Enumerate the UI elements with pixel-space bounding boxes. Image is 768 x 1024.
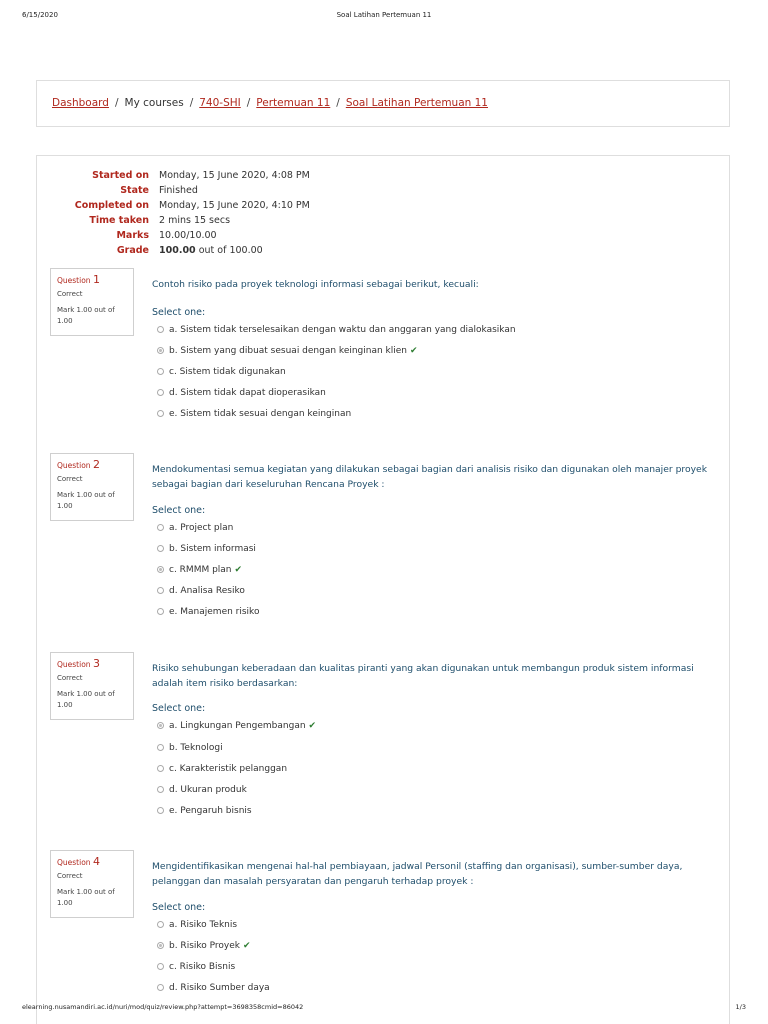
question-number: Question 1	[57, 273, 100, 286]
radio-icon[interactable]	[157, 524, 164, 531]
completed-on-value: Monday, 15 June 2020, 4:10 PM	[159, 200, 310, 211]
correct-check-icon: ✔	[308, 721, 317, 731]
answer-option[interactable]: d. Ukuran produk	[157, 785, 247, 795]
select-one-label: Select one:	[152, 902, 206, 913]
correct-check-icon: ✔	[234, 565, 243, 575]
answer-option[interactable]: d. Sistem tidak dapat dioperasikan	[157, 388, 326, 398]
radio-icon[interactable]	[157, 326, 164, 333]
question-status: Correct	[57, 475, 83, 483]
completed-on-label: Completed on	[74, 200, 149, 211]
answer-option[interactable]: d. Risiko Sumber daya	[157, 983, 270, 993]
question-number: Question 3	[57, 657, 100, 670]
answer-option[interactable]: a. Sistem tidak terselesaikan dengan waktu dan anggaran yang dialokasikan	[157, 325, 516, 335]
answer-option[interactable]: b. Teknologi	[157, 743, 223, 753]
grade-suffix: out of 100.00	[198, 245, 263, 256]
radio-icon[interactable]	[157, 963, 164, 970]
breadcrumb-dashboard[interactable]: Dashboard	[52, 97, 109, 109]
answer-option[interactable]: e. Sistem tidak sesuai dengan keinginan	[157, 409, 351, 419]
breadcrumb-separator: /	[189, 97, 194, 109]
radio-icon[interactable]	[157, 410, 164, 417]
breadcrumb	[52, 97, 488, 109]
time-taken-label: Time taken	[89, 215, 149, 226]
print-title: Soal Latihan Pertemuan 11	[336, 11, 432, 19]
radio-icon[interactable]	[157, 807, 164, 814]
print-header	[0, 11, 768, 23]
radio-icon[interactable]	[157, 389, 164, 396]
breadcrumb-section[interactable]: Pertemuan 11	[256, 97, 331, 109]
answer-option[interactable]: c. Karakteristik pelanggan	[157, 764, 287, 774]
state-label: State	[120, 185, 149, 196]
grade-value	[159, 245, 263, 256]
print-footer	[0, 1003, 768, 1015]
correct-check-icon: ✔	[243, 941, 251, 951]
question-number: Question 4	[57, 855, 100, 868]
radio-selected-icon[interactable]	[157, 722, 164, 729]
question-info	[50, 453, 134, 521]
breadcrumb-separator: /	[246, 97, 251, 109]
answer-option[interactable]: e. Pengaruh bisnis	[157, 806, 252, 816]
question-status: Correct	[57, 674, 83, 682]
breadcrumb-panel	[36, 80, 730, 127]
grade-label: Grade	[116, 245, 149, 256]
breadcrumb-separator: /	[336, 97, 340, 109]
print-date: 6/15/2020	[22, 11, 58, 19]
answer-option[interactable]: c. RMMM plan ✔	[157, 565, 242, 575]
answer-option[interactable]: a. Lingkungan Pengembangan ✔	[157, 721, 316, 731]
breadcrumb-course[interactable]: 740-SHI	[199, 97, 241, 109]
radio-icon[interactable]	[157, 608, 164, 615]
grade-score: 100.00	[159, 245, 196, 256]
select-one-label: Select one:	[152, 307, 206, 318]
question-mark: Mark 1.00 out of 1.00	[57, 888, 115, 907]
answer-option[interactable]: a. Risiko Teknis	[157, 920, 237, 930]
marks-label: Marks	[116, 230, 149, 241]
radio-icon[interactable]	[157, 984, 164, 991]
radio-selected-icon[interactable]	[157, 347, 164, 354]
breadcrumb-separator: /	[114, 97, 119, 109]
started-on-label: Started on	[92, 170, 149, 181]
started-on-value: Monday, 15 June 2020, 4:08 PM	[159, 170, 310, 181]
question-info	[50, 652, 134, 720]
question-text: Mengidentifikasikan mengenai hal-hal pembiayaan, jadwal Personil (staffing dan organisasi), sumber-sumber daya, pelanggan dan masalah persyaratan dan pengaruh terhadap proyek :	[152, 861, 683, 887]
question-number: Question 2	[57, 458, 100, 471]
answer-option[interactable]: e. Manajemen risiko	[157, 607, 259, 617]
question-mark: Mark 1.00 out of 1.00	[57, 690, 115, 709]
answer-option[interactable]: c. Risiko Bisnis	[157, 962, 235, 972]
radio-icon[interactable]	[157, 765, 164, 772]
print-page-number: 1/3	[735, 1003, 746, 1011]
radio-selected-icon[interactable]	[157, 942, 164, 949]
print-url: elearning.nusamandiri.ac.id/nuri/mod/quiz/review.php?attempt=3698358cmid=86042	[22, 1003, 304, 1011]
select-one-label: Select one:	[152, 703, 206, 714]
marks-value: 10.00/10.00	[159, 230, 217, 241]
radio-icon[interactable]	[157, 786, 164, 793]
radio-icon[interactable]	[157, 921, 164, 928]
question-info	[50, 268, 134, 336]
question-status: Correct	[57, 290, 83, 298]
answer-option[interactable]: b. Sistem yang dibuat sesuai dengan keinginan klien ✔	[157, 346, 418, 356]
correct-check-icon: ✔	[410, 346, 418, 356]
question-info	[50, 850, 134, 918]
answer-option[interactable]: c. Sistem tidak digunakan	[157, 367, 286, 377]
answer-option[interactable]: d. Analisa Resiko	[157, 586, 245, 596]
breadcrumb-my-courses: My courses	[124, 97, 184, 109]
question-status: Correct	[57, 872, 83, 880]
radio-icon[interactable]	[157, 744, 164, 751]
question-mark: Mark 1.00 out of 1.00	[57, 306, 115, 325]
state-value: Finished	[159, 185, 198, 196]
answer-option[interactable]: a. Project plan	[157, 523, 233, 533]
radio-selected-icon[interactable]	[157, 566, 164, 573]
question-text: Risiko sehubungan keberadaan dan kualitas piranti yang akan digunakan untuk membangun produk sistem informasi adalah item risiko berdasarkan:	[152, 663, 694, 689]
radio-icon[interactable]	[157, 587, 164, 594]
answer-option[interactable]: b. Sistem informasi	[157, 544, 256, 554]
radio-icon[interactable]	[157, 545, 164, 552]
radio-icon[interactable]	[157, 368, 164, 375]
question-text: Mendokumentasi semua kegiatan yang dilakukan sebagai bagian dari analisis risiko dan digunakan oleh manajer proyek sebagai bagian dari keseluruhan Rencana Proyek :	[152, 464, 708, 490]
answer-option[interactable]: b. Risiko Proyek ✔	[157, 941, 251, 951]
question-text: Contoh risiko pada proyek teknologi informasi sebagai berikut, kecuali:	[152, 279, 479, 290]
question-mark: Mark 1.00 out of 1.00	[57, 491, 115, 510]
time-taken-value: 2 mins 15 secs	[159, 215, 231, 226]
select-one-label: Select one:	[152, 505, 206, 516]
breadcrumb-quiz[interactable]: Soal Latihan Pertemuan 11	[345, 97, 488, 109]
